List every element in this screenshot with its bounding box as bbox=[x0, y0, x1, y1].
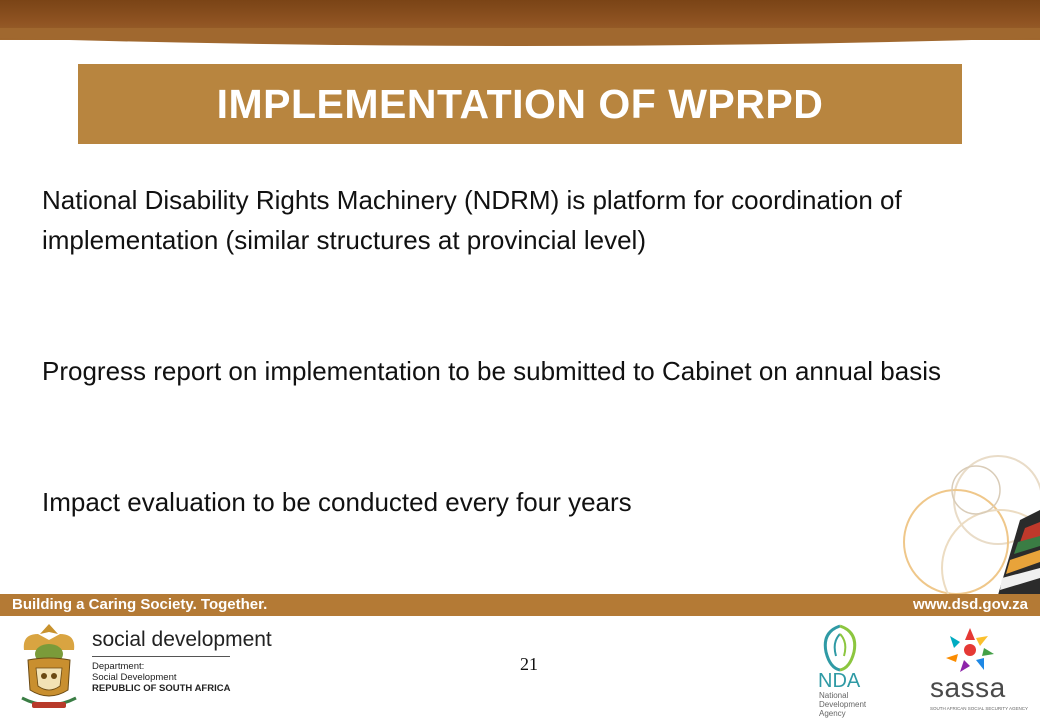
nda-name: NDA bbox=[818, 670, 861, 692]
sassa-tagline: SOUTH AFRICAN SOCIAL SECURITY AGENCY bbox=[930, 706, 1029, 711]
nda-line-national: National bbox=[819, 691, 849, 700]
footer-slogan: Building a Caring Society. Together. bbox=[12, 596, 268, 613]
dsd-line-department: Department: bbox=[92, 661, 145, 672]
dsd-line-republic: REPUBLIC OF SOUTH AFRICA bbox=[92, 683, 231, 694]
sassa-name: sassa bbox=[930, 672, 1006, 703]
dsd-name: social development bbox=[92, 628, 272, 651]
sassa-hands-logo-icon bbox=[942, 626, 998, 674]
dsd-divider bbox=[92, 656, 230, 657]
dsd-line-social-development: Social Development bbox=[92, 672, 177, 683]
footer-url[interactable]: www.dsd.gov.za bbox=[912, 596, 1028, 613]
nda-logo-icon bbox=[812, 622, 868, 674]
page-number: 21 bbox=[520, 654, 538, 674]
decorative-circles-icon bbox=[880, 450, 1040, 595]
coat-of-arms-icon bbox=[14, 620, 84, 712]
paragraph-progress-report: Progress report on implementation to be submitted to Cabinet on annual basis bbox=[42, 356, 941, 386]
top-band-curve bbox=[0, 28, 1040, 52]
paragraph-ndrm: National Disability Rights Machinery (NDRM) is platform for coordination of implementation (similar structures at provincial level) bbox=[42, 185, 902, 255]
slide-title-box bbox=[78, 64, 962, 144]
slide-title: IMPLEMENTATION OF WPRPD bbox=[216, 80, 824, 127]
paragraph-impact-evaluation: Impact evaluation to be conducted every four years bbox=[42, 487, 632, 517]
nda-line-agency: Agency bbox=[819, 709, 846, 718]
nda-line-development: Development bbox=[819, 700, 867, 709]
footer-bar bbox=[0, 594, 1040, 616]
